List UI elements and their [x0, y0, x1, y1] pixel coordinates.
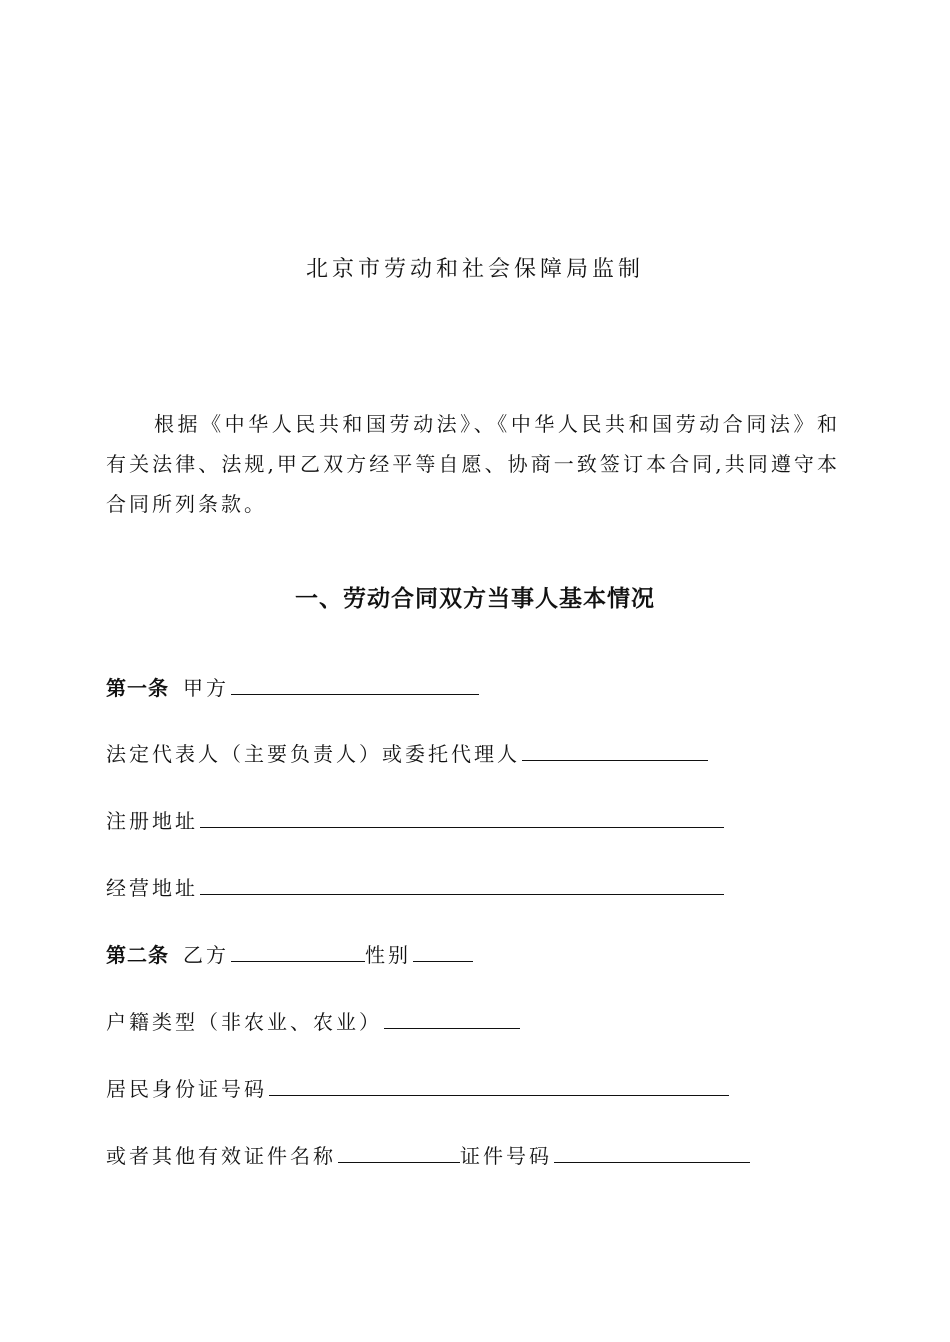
id-number-label: 居民身份证号码: [106, 1077, 267, 1101]
other-id-name-label: 或者其他有效证件名称: [106, 1144, 336, 1168]
business-address-label: 经营地址: [106, 876, 198, 900]
party-b-row: [106, 939, 473, 969]
legal-rep-row: [106, 738, 708, 768]
household-type-label: 户籍类型（非农业、农业）: [106, 1010, 382, 1034]
gender-label: 性别: [365, 943, 411, 967]
party-a-label: 甲方: [183, 676, 229, 700]
id-doc-number-label: 证件号码: [460, 1144, 552, 1168]
preamble-paragraph: 根据《中华人民共和国劳动法》、《中华人民共和国劳动合同法》和有关法律、法规,甲乙双方经平等自愿、协商一致签订本合同,共同遵守本合同所列条款。: [106, 412, 840, 516]
article-1-label: 第一条: [106, 676, 169, 700]
other-id-row: [106, 1140, 750, 1170]
party-b-label: 乙方: [183, 943, 229, 967]
id-number-row: [106, 1073, 729, 1103]
party-a-row: [106, 672, 479, 702]
registered-address-label: 注册地址: [106, 809, 198, 833]
gender-field[interactable]: [413, 939, 473, 962]
registered-address-row: [106, 805, 724, 835]
party-a-field[interactable]: [231, 672, 479, 695]
business-address-field[interactable]: [200, 872, 724, 895]
party-b-field[interactable]: [231, 939, 365, 962]
legal-rep-field[interactable]: [522, 738, 708, 761]
id-number-field[interactable]: [269, 1073, 729, 1096]
registered-address-field[interactable]: [200, 805, 724, 828]
id-doc-number-field[interactable]: [554, 1140, 750, 1163]
business-address-row: [106, 872, 724, 902]
section-heading: 一、劳动合同双方当事人基本情况: [295, 586, 655, 612]
article-2-label: 第二条: [106, 943, 169, 967]
other-id-name-field[interactable]: [338, 1140, 460, 1163]
household-type-field[interactable]: [384, 1006, 520, 1029]
legal-rep-label: 法定代表人（主要负责人）或委托代理人: [106, 742, 520, 766]
household-type-row: [106, 1006, 520, 1036]
supervisor-line: 北京市劳动和社会保障局监制: [305, 257, 644, 282]
